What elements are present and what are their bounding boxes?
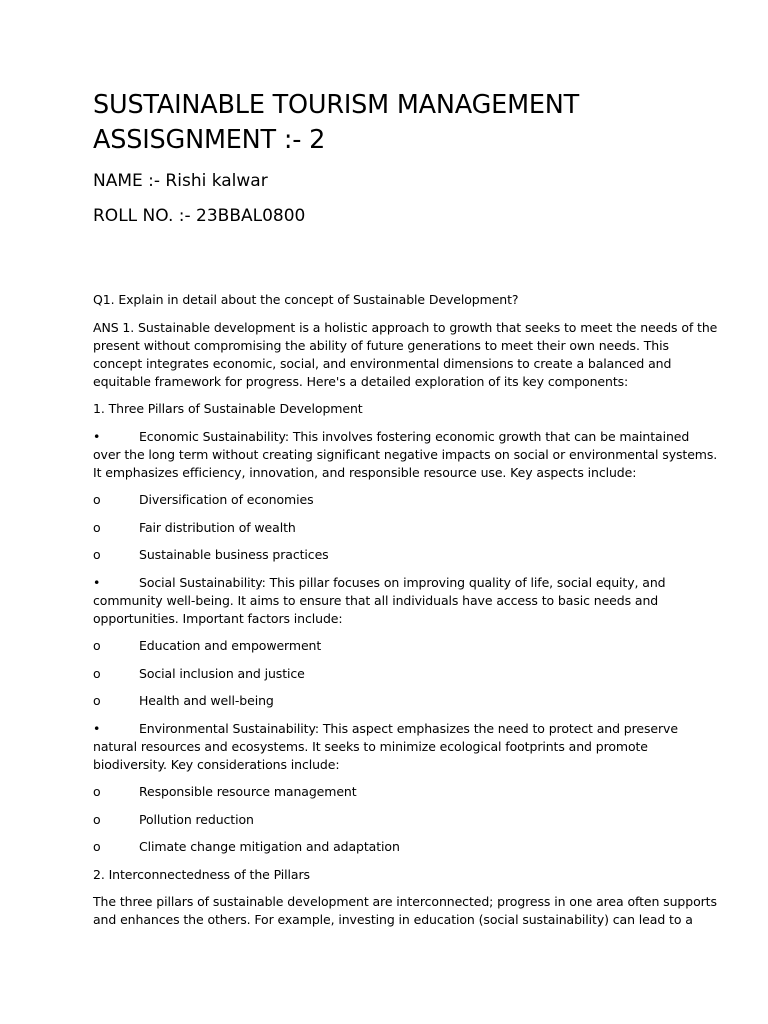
question-text: Q1. Explain in detail about the concept of Sustainable Development?: [93, 292, 519, 307]
list-item-text: Social inclusion and justice: [139, 665, 305, 681]
sub-bullet-marker: o: [93, 547, 101, 562]
student-name: NAME :- Rishi kalwar: [93, 171, 268, 191]
list-item: [93, 665, 683, 683]
list-item: [93, 519, 683, 537]
sub-bullet-marker: o: [93, 638, 101, 653]
list-item-text: Education and empowerment: [139, 638, 322, 653]
roll-number: ROLL NO. :- 23BBAL0800: [93, 206, 306, 226]
bullet-text: Environmental Sustainability: This aspect emphasizes the need to protect and preserve: [139, 720, 678, 736]
document-body: [93, 291, 718, 939]
bullet-marker: •: [93, 428, 101, 444]
answer-line: present without compromising the ability of future generations to meet their own needs. This: [93, 337, 669, 353]
bullet-text: biodiversity. Key considerations include:: [93, 756, 340, 772]
list-item: [93, 637, 683, 655]
list-item-text: Climate change mitigation and adaptation: [139, 839, 400, 854]
bullet-social: [93, 574, 683, 628]
bullet-marker: •: [93, 720, 101, 736]
closing-line: and enhances the others. For example, investing in education (social sustainability) can lead to a: [93, 912, 693, 927]
bullet-environmental: [93, 720, 683, 774]
list-item: [93, 491, 683, 509]
sub-bullet-marker: o: [93, 519, 101, 535]
closing-line: The three pillars of sustainable development are interconnected; progress in one area often supports: [93, 894, 717, 909]
bullet-text: Economic Sustainability: This involves fostering economic growth that can be maintained: [139, 428, 690, 444]
bullet-text: opportunities. Important factors include:: [93, 610, 343, 626]
bullet-text: It emphasizes efficiency, innovation, and responsible resource use. Key aspects include:: [93, 464, 637, 480]
document-title: [93, 88, 733, 158]
sub-bullet-marker: o: [93, 811, 101, 827]
sub-bullet-marker: o: [93, 784, 101, 799]
sub-bullet-marker: o: [93, 492, 101, 507]
bullet-text: natural resources and ecosystems. It seeks to minimize ecological footprints and promote: [93, 738, 648, 754]
list-item: [93, 838, 683, 856]
answer-paragraph: [93, 319, 718, 391]
section-heading-1: 1. Three Pillars of Sustainable Development: [93, 401, 363, 416]
bullet-marker: •: [93, 574, 101, 590]
list-item-text: Health and well-being: [139, 693, 274, 708]
list-item: [93, 546, 683, 564]
answer-line: concept integrates economic, social, and environmental dimensions to create a balanced and: [93, 355, 672, 371]
bullet-text: over the long term without creating significant negative impacts on social or environmental systems.: [93, 446, 718, 462]
list-item-text: Fair distribution of wealth: [139, 519, 296, 535]
list-item: [93, 783, 683, 801]
bullet-economic: [93, 428, 718, 482]
list-item-text: Sustainable business practices: [139, 547, 329, 562]
list-item: [93, 692, 683, 710]
title-line-1: SUSTAINABLE TOURISM MANAGEMENT: [93, 90, 580, 120]
sub-bullet-marker: o: [93, 839, 101, 854]
section-heading-2: 2. Interconnectedness of the Pillars: [93, 866, 310, 882]
answer-line: equitable framework for progress. Here's a detailed exploration of its key components:: [93, 373, 629, 389]
list-item-text: Responsible resource management: [139, 784, 357, 799]
bullet-text: community well-being. It aims to ensure that all individuals have access to basic needs and: [93, 592, 659, 608]
closing-paragraph: [93, 893, 717, 929]
list-item-text: Pollution reduction: [139, 811, 254, 827]
title-line-2: ASSISGNMENT :- 2: [93, 125, 326, 155]
answer-line: ANS 1. Sustainable development is a holistic approach to growth that seeks to meet the needs of the: [93, 319, 718, 335]
bullet-text: Social Sustainability: This pillar focuses on improving quality of life, social equity, and: [139, 574, 666, 590]
sub-bullet-marker: o: [93, 665, 101, 681]
list-item-text: Diversification of economies: [139, 492, 314, 507]
list-item: [93, 811, 683, 829]
sub-bullet-marker: o: [93, 693, 101, 708]
